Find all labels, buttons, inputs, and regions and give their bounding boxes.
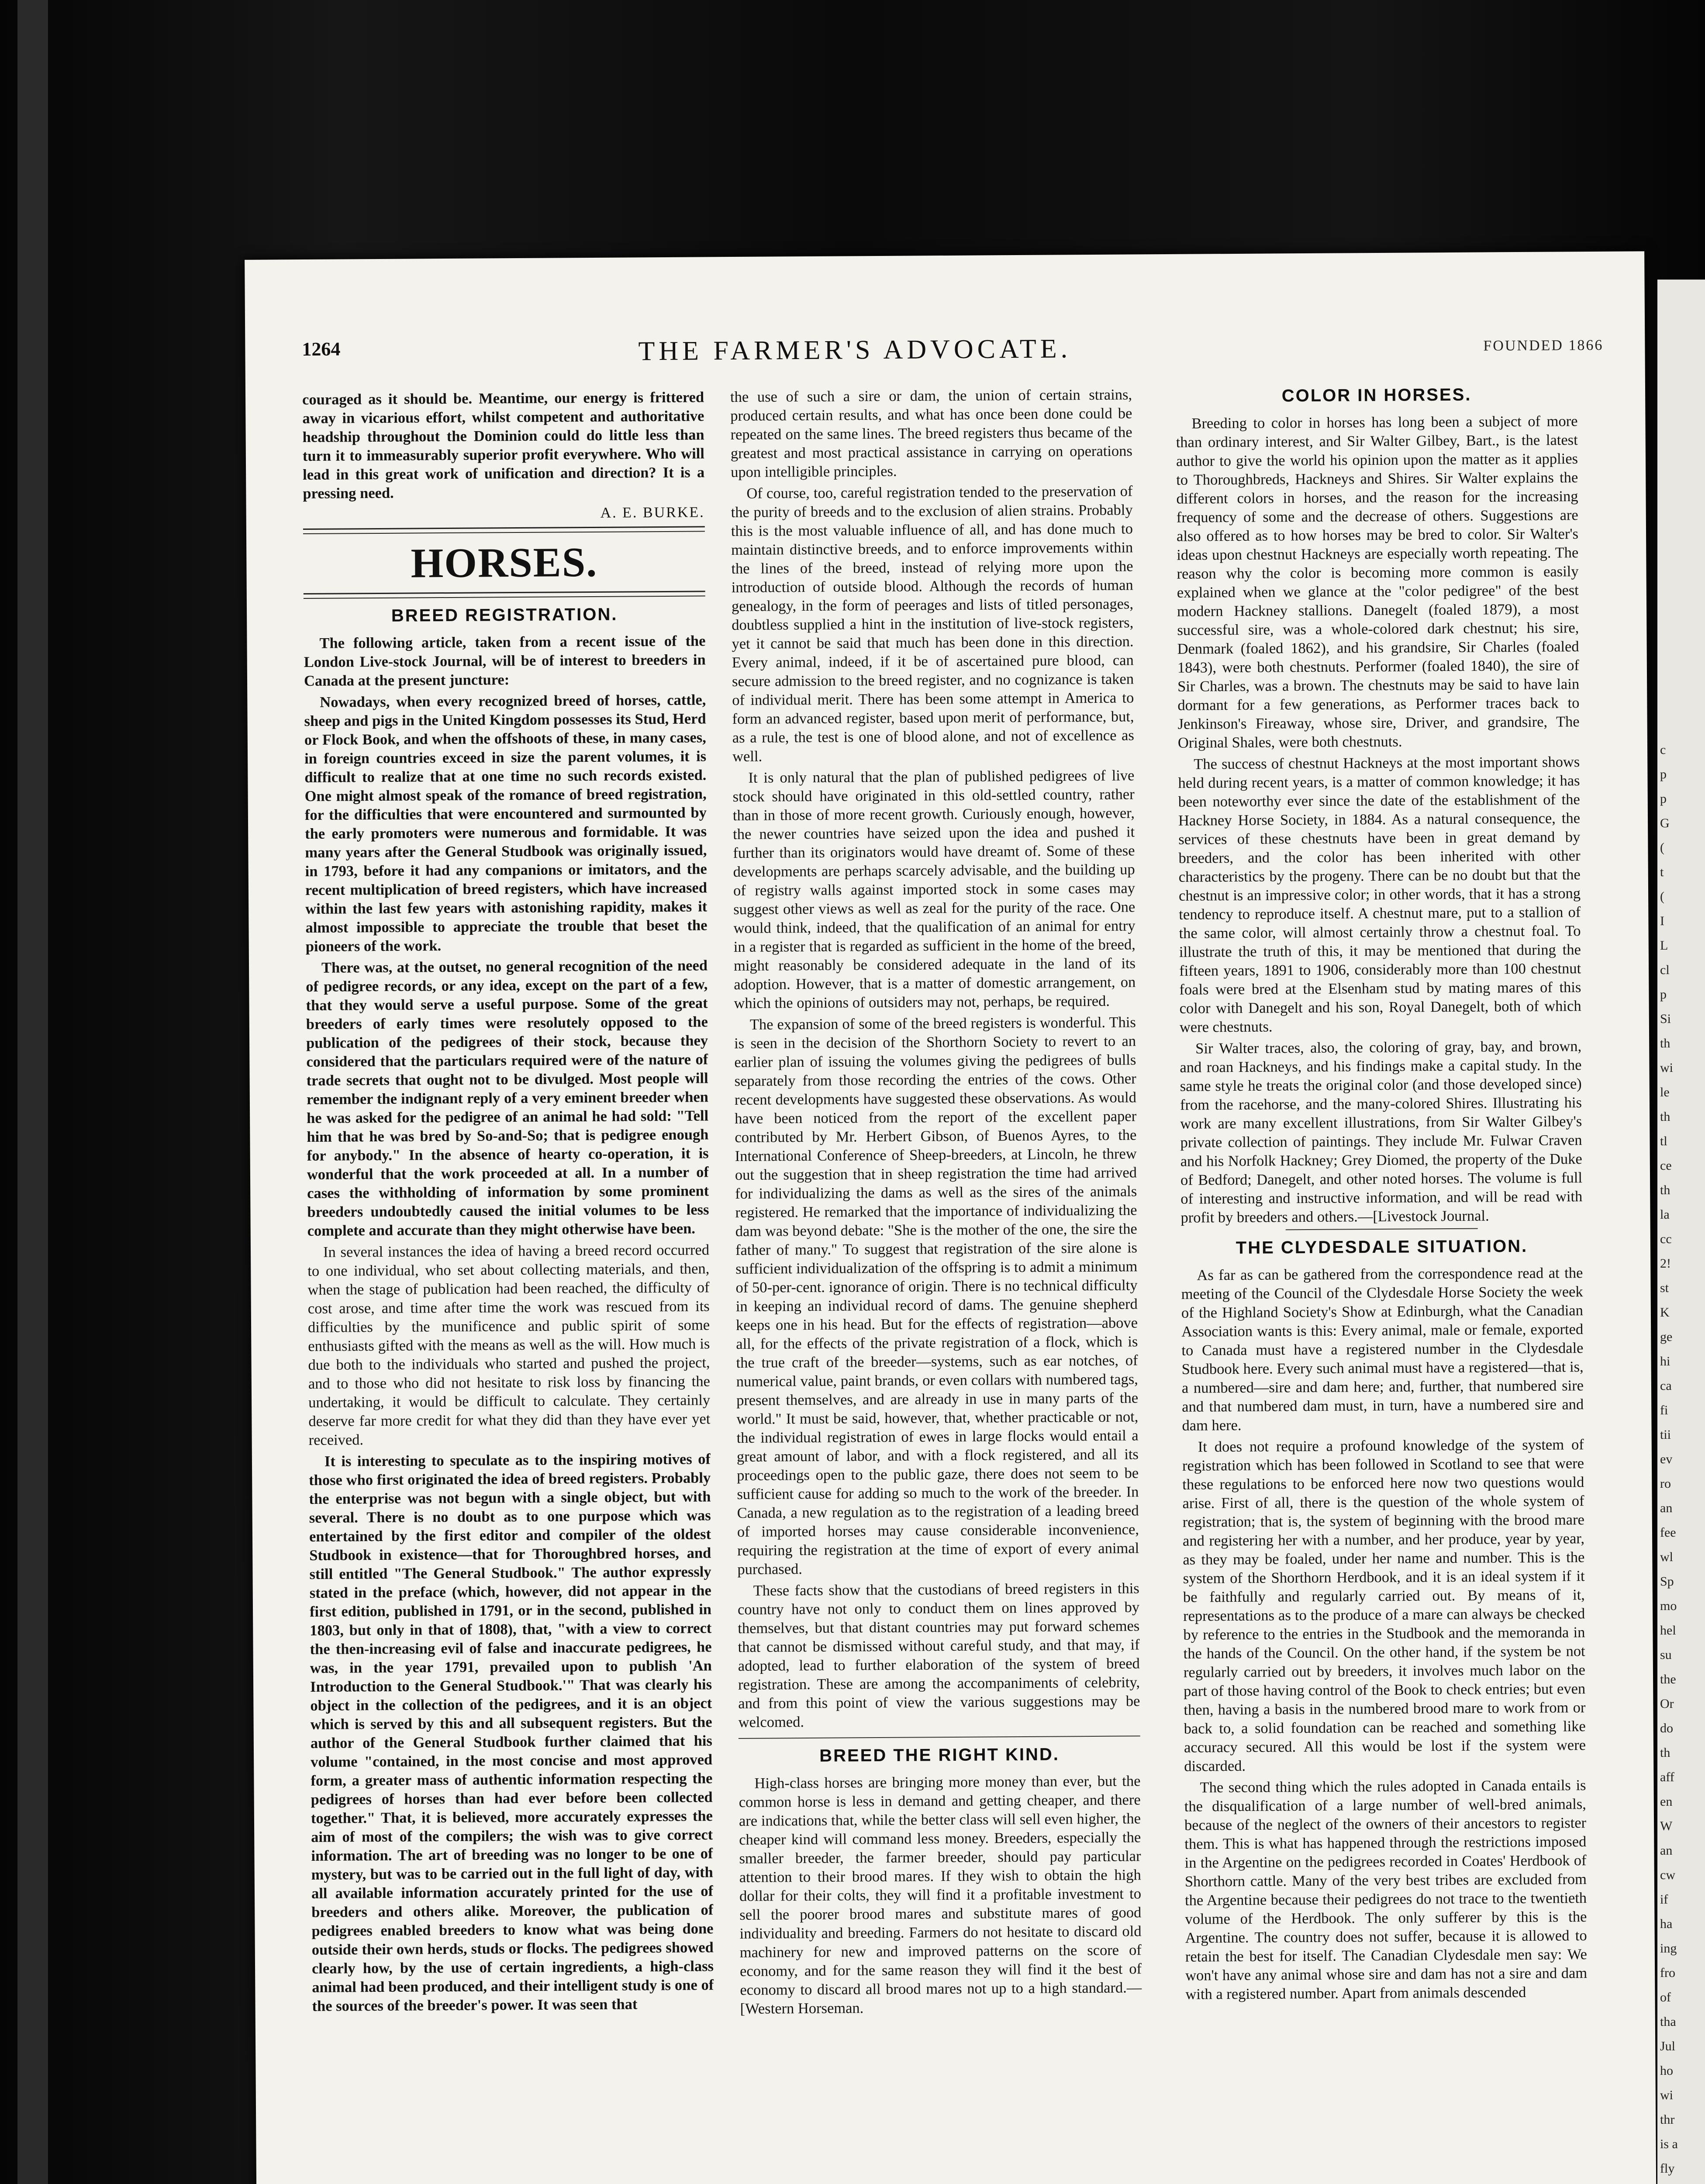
article-paragraph: The success of chestnut Hackneys at the most important shows held during recent years, is a matter of common knowledge; it has been noteworthy ever since the date of the establishment of the Hackney Horse Society, in 1884. As a natural consequence, the services of these chestnuts have been in great demand by breeders, and the color has been inherited with other characteristics by the progeny. There can be no doubt but that the chestnut is an impressive color; in other words, that it has a strong tendency to reproduce itself. A chestnut mare, put to a stallion of the same color, will almost certainly throw a chestnut foal. To illustrate the truth of this, it may be mentioned that during the fifteen years, 1891 to 1906, considerably more than 100 chestnut foals were bred at the Elsenham stud by mating mares of this color with Danegelt and his son, Royal Danegelt, both of which were chestnuts. — [1178, 753, 1581, 1036]
adjacent-page-fragment: ( — [1660, 840, 1664, 855]
article-paragraph: Breeding to color in horses has long been a subject of more than ordinary interest, and Sir Walter Gilbey, Bart., is the latest author to give the world his opinion upon the matter as it applies to Thoroughbreds, Hackneys and Shires. Sir Walter explains the different colors in horses, and the reason for the increasing frequency of some and the decrease of others. Suggestions are also offered as to how horses may be bred to color. Sir Walter's ideas upon chestnut Hackneys are especially worth repeating. The reason why the color is becoming more common is easily explained when we glance at the "color pedigree" of the best modern Hackney stallions. Danegelt (foaled 1879), a most successful sire, was a whole-colored dark chestnut; his sire, Denmark (foaled 1862), and his grandsire, Sir Charles (foaled 1843), were both chestnuts. Performer (foaled 1840), the sire of Sir Charles, was a brown. The chestnuts may be said to have lain dormant for a few generations, as Performer traces back to Jenkinson's Fireaway, whose sire, Driver, and grandsire, The Original Shales, were both chestnuts. — [1176, 413, 1580, 751]
rule-divider — [739, 1735, 1140, 1739]
adjacent-page-fragment: the — [1660, 1672, 1676, 1686]
adjacent-page-fragment: ha — [1660, 1917, 1673, 1931]
adjacent-page-fragment: fi — [1660, 1403, 1668, 1417]
adjacent-page-fragment: aff — [1660, 1770, 1674, 1784]
adjacent-page-fragment: ( — [1660, 889, 1664, 904]
adjacent-page-fragment: p — [1660, 767, 1667, 781]
adjacent-page-fragment: su — [1660, 1648, 1672, 1662]
adjacent-page-fragment: an — [1660, 1501, 1673, 1515]
article-paragraph: There was, at the outset, no general recognition of the need of pedigree records, or any idea, except on the part of a few, that they would serve a useful purpose. Some of the great breeders of early times were resolutely opposed to the publication of the pedigrees of their stock, because they considered that the particulars required were of the nature of trade secrets that ought not to be divulged. Most people will remember the indignant reply of a very eminent breeder when he was asked for the pedigree of an animal he had sold: "Tell him that he was bred by So-and-So; that is pedigree enough for anybody." In the absence of hearty co-operation, it is wonderful that the work proceeded at all. In a number of cases the withholding of information by some prominent breeders undoubtedly caused the initial volumes to be less complete and accurate than they might otherwise have been. — [306, 957, 709, 1239]
article-paragraph: the use of such a sire or dam, the union of certain strains, produced certain results, and what has once been done could be repeated on the same lines. The breed registers thus became of the greatest and most practical assistance in carrying on operations upon intelligible principles. — [730, 386, 1132, 481]
adjacent-page-fragment: Or — [1660, 1697, 1674, 1711]
masthead-title: THE FARMER'S ADVOCATE. — [638, 334, 1072, 366]
film-edge-strip — [17, 0, 48, 2184]
adjacent-page-fragment: Sp — [1660, 1574, 1674, 1589]
adjacent-page-fragment: Jul — [1660, 2039, 1676, 2053]
adjacent-page-fragment: th — [1660, 1036, 1670, 1051]
adjacent-page-fragment: fee — [1660, 1525, 1676, 1540]
adjacent-page-fragment: thr — [1660, 2112, 1675, 2127]
continuation-paragraph: couraged as it should be. Meantime, our energy is frittered away in vicarious effort, whilst competent and authoritative headship throughout the Dominion could do little less than turn it to immeasurably superior profit everywhere. Who will lead in this great work of unification and direction? It is a pressing need. — [302, 389, 705, 502]
adjacent-page-fragment: ev — [1660, 1452, 1673, 1466]
double-rule-divider — [303, 526, 705, 534]
adjacent-page-fragment: en — [1660, 1794, 1673, 1809]
short-rule-divider — [1286, 1228, 1478, 1230]
adjacent-page-fragment: 2! — [1660, 1256, 1671, 1271]
adjacent-page-fragment: cl — [1660, 963, 1670, 977]
adjacent-page-fragment: ca — [1660, 1379, 1672, 1393]
article-paragraph: The expansion of some of the breed registers is wonderful. This is seen in the decision of the Shorthorn Society to revert to an earlier plan of issuing the volumes giving the pedigrees of bulls separately from those recording the entries of the cows. Other recent developments have suggested these observations. As would have been noticed from the report of the excellent paper contributed by Mr. Herbert Gibson, of Buenos Ayres, to the International Conference of Sheep-breeders, at Lincoln, he threw out the suggestion that in sheep registration the time had arrived for individualizing the dams as well as the sires of the animals registered. He remarked that the importance of individualizing the dam was beyond debate: "She is the mother of the one, the sire the father of many." To suggest that registration of the sire alone is sufficient individualization of the offspring is to admit a minimum of 50-per-cent. ignorance of origin. There is no technical difficulty in keeping an individual record of dams. The genuine shepherd keeps one in his head. But for the effects of registration—above all, for the effects of the private registration of a flock, which is the true craft of the breeder—systems, such as ear notches, of numerical value, paint brands, or even collars with numbered tags, present themselves, and are already in use in many parts of the world." It must be said, however, that, whether practicable or not, the individual registration of ewes in large flocks would entail a great amount of labor, and with a flock registered, and all its proceedings open to the public gaze, there does not seem to be sufficient cause for adding so much to the work of the breeder. In Canada, a new regulation as to the registration of a leading breed of imported horses may cause considerable inconvenience, requiring the registration at the time of export of every animal purchased. — [734, 1014, 1139, 1578]
double-rule-divider — [304, 591, 705, 599]
article-intro: The following article, taken from a recent issue of the London Live-stock Journal, will be of interest to breeders in Canada at the present juncture: — [304, 632, 706, 690]
article-paragraph: Sir Walter traces, also, the coloring of gray, bay, and brown, and roan Hackneys, and his findings make a capital study. In the same style he treats the original color (and those developed since) from the racehorse, and the many-colored Shires. Illustrating his work are many excellent illustrations, from Sir Walter Gilbey's private collection of paintings. They include Mr. Fulwar Craven and his Norfolk Hackney; Grey Diomed, the property of the Duke of Bedford; Danegelt, and other noted horses. The volume is full of interesting and instructive information, and will be read with profit by breeders and others.—[Livestock Journal. — [1180, 1038, 1583, 1226]
adjacent-page-fragment: L — [1660, 938, 1668, 953]
author-signature: A. E. BURKE. — [600, 504, 705, 521]
adjacent-page-fragment: hel — [1660, 1623, 1676, 1638]
adjacent-page-fragment: G — [1660, 816, 1670, 830]
article-paragraph: Of course, too, careful registration tended to the preservation of the purity of breeds and to the exclusion of alien strains. Probably this is the most valuable influence of all, and has done much to maintain distinctive breeds, and to enforce improvements within the lines of the breed, instead of relying more upon the introduction of outside blood. Although the records of human genealogy, in the form of peerages and lists of titled personages, doubtless supplied a hint in the institution of live-stock registers, yet it cannot be said that much has been done in this direction. Every animal, indeed, if it be of ascertained pure blood, can secure admission to the breed register, and no cognizance is taken of individual merit. There has been some attempt in America to form an advanced register, based upon merit of performance, but, as a rule, the test is one of blood alone, and not of excellence as well. — [731, 483, 1134, 765]
adjacent-page-fragment: tl — [1660, 1134, 1667, 1148]
adjacent-page-fragment: st — [1660, 1281, 1669, 1295]
adjacent-page-fragment: p — [1660, 791, 1667, 806]
adjacent-page-fragment: wi — [1660, 2088, 1673, 2102]
founded-line: FOUNDED 1866 — [1483, 337, 1604, 354]
article-heading-breed-the-right-kind: BREED THE RIGHT KIND. — [819, 1745, 1060, 1766]
adjacent-page-edge — [1657, 280, 1705, 2184]
adjacent-page-fragment: ho — [1660, 2063, 1673, 2078]
adjacent-page-fragment: is a — [1660, 2137, 1678, 2151]
adjacent-page-fragment: W — [1660, 1819, 1673, 1833]
article-paragraph: These facts show that the custodians of breed registers in this country have not only to conduct them on lines approved by themselves, but that distant countries may put forward schemes that cannot be dismissed without careful study, and that may, if adopted, lead to further elaboration of the system of breed registration. These are among the accompaniments of celebrity, and from this point of view the various suggestions may be welcomed. — [737, 1580, 1140, 1731]
column-2 — [730, 385, 1143, 2170]
adjacent-page-fragment: I — [1660, 914, 1664, 928]
adjacent-page-fragment: of — [1660, 1990, 1671, 2004]
column-3 — [1176, 383, 1588, 2167]
adjacent-page-fragment: p — [1660, 987, 1667, 1002]
adjacent-page-fragment: tha — [1660, 2015, 1676, 2029]
adjacent-page-fragment: an — [1660, 1843, 1673, 1858]
article-paragraph: In several instances the idea of having a breed record occurred to one individual, who set about collecting materials, and then, when the stage of publication had been reached, the difficulty of cost arose, and time after time the work was rescued from its difficulties by the munificence and public spirit of some enthusiasts gifted with the means as well as the will. How much is due both to the individuals who started and pushed the project, and to those who did not hesitate to risk loss by financing the undertaking, it would be difficult to calculate. They certainly deserve far more credit for what they did than they have ever yet received. — [307, 1241, 711, 1448]
page-number: 1264 — [302, 338, 341, 360]
adjacent-page-fragment: fly — [1660, 2161, 1675, 2176]
adjacent-page-fragment: cc — [1660, 1232, 1672, 1246]
article-paragraph: It is only natural that the plan of published pedigrees of live stock should have originated in this old-settled country, rather than in those of more recent growth. Curiously enough, however, the newer countries have seized upon the idea and pushed it further than its originators would have dreamt of. Some of these developments are perhaps scarcely advisable, and the building up of registry walls against imported stock in some cases may suggest other views as well as zeal for the purity of the race. One would think, indeed, that the qualification of an animal for entry in a register that is regarded as sufficient in the home of the breed, might reasonably be considered adequate in the land of its adoption. However, that is a matter of domestic arrangement, on which the opinions of outsiders may not, perhaps, be required. — [732, 767, 1136, 1012]
article-paragraph: High-class horses are bringing more money than ever, but the common horse is less in demand and getting cheaper, and there are indications that, while the better class will sell even higher, the cheaper kind will command less money. Breeders, especially the smaller breeder, the farmer breeder, should pay particular attention to their brood mares. If they wish to obtain the high dollar for their colts, they will find it a profitable investment to sell the poorer brood mares and substitute mares of good individuality and breeding. Farmers do not hesitate to discard old machinery for new and improved patterns on the score of economy, and for the same reason they will find it the best of economy to discard all brood mares not up to a high standard.—[Western Horseman. — [739, 1773, 1142, 2017]
article-paragraph: Nowadays, when every recognized breed of horses, cattle, sheep and pigs in the United Kingdom possesses its Stud, Herd or Flock Book, and when the offshoots of these, in many cases, in foreign countries exceed in size the parent volumes, it is difficult to realize that at one time no such records existed. One might almost speak of the romance of breed registration, for the difficulties that were encountered and surmounted by the early promoters were numerous and formidable. It was many years after the General Studbook was originally issued, in 1793, before it had any companions or imitators, and the recent multiplication of breed registers, which have increased within the last few years with astonishing rapidity, makes it almost impossible to appreciate the trouble that beset the pioneers of the work. — [304, 691, 708, 955]
article-heading-breed-registration: BREED REGISTRATION. — [391, 605, 618, 625]
article-paragraph: The second thing which the rules adopted in Canada entails is the disqualification of a large number of well-bred animals, because of the neglect of the owners of their ancestors to register them. This is what has happened through the restrictions imposed in the Argentine on the pedigrees recorded in Coates' Herdbook of Shorthorn cattle. Many of the very best tribes are excluded from the Argentine because their pedigrees do not trace to the twentieth volume of the Herdbook. The only sufferer by this is the Argentine. The country does not suffer, because it is allowed to retain the best for itself. The Canadian Clydesdale men say: We won't have any animal whose sire and dam has not a sire and dam with a registered number. Apart from animals descended — [1184, 1777, 1588, 2003]
adjacent-page-fragment: hi — [1660, 1354, 1670, 1368]
adjacent-page-fragment: cw — [1660, 1868, 1675, 1882]
article-heading-color-in-horses: COLOR IN HORSES. — [1281, 385, 1472, 406]
adjacent-page-fragment: tii — [1660, 1427, 1671, 1442]
adjacent-page-fragment: ge — [1660, 1330, 1673, 1344]
adjacent-page-fragment: wl — [1660, 1550, 1673, 1564]
adjacent-page-fragment: mo — [1660, 1599, 1677, 1613]
adjacent-page-fragment: do — [1660, 1721, 1673, 1735]
column-1 — [302, 388, 715, 2173]
adjacent-page-fragment: le — [1660, 1085, 1670, 1099]
adjacent-page-fragment: if — [1660, 1892, 1668, 1907]
adjacent-page-fragment: th — [1660, 1745, 1670, 1760]
adjacent-page-fragment: th — [1660, 1183, 1670, 1197]
article-paragraph: It is interesting to speculate as to the inspiring motives of those who first originated the idea of breed registers. Probably the enterprise was not begun with a single object, but with several. There is no doubt as to one purpose which was entertained by the first editor and compiler of the oldest Studbook in existence—that for Thoroughbred horses, and still entitled "The General Studbook." The author expressly stated in the preface (which, however, did not appear in the first edition, published in 1791, or in the second, published in 1803, but only in that of 1808), that, "with a view to correct the then-increasing evil of false and inaccurate pedigrees, he was, in the year 1791, prevailed upon to publish 'An Introduction to the General Studbook.'" That was clearly his object in the collection of the pedigrees, and it is an object which is served by this and all subsequent registers. But the author of the General Studbook further claimed that his volume "contained, in the most concise and most approved form, a greater mass of authentic information respecting the pedigrees of horses than had ever before been collected together." That, it is believed, more accurately expresses the aim of most of the compilers; the wish was to give correct information. The art of breeding was no longer to be one of mystery, but was to be carried out in the full light of day, with all available information accurately printed for the use of breeders and others alike. Moreover, the publication of pedigrees enabled breeders to know what was being done outside their own herds, studs or flocks. The pedigrees showed clearly how, by the use of certain ingredients, a high-class animal had been produced, and their intelligent study is one of the sources of the breeder's power. It was seen that — [309, 1451, 714, 2015]
adjacent-page-fragment: ce — [1660, 1158, 1672, 1173]
adjacent-page-fragment: ro — [1660, 1476, 1671, 1491]
adjacent-page-fragment: th — [1660, 1109, 1670, 1124]
adjacent-page-fragment: t — [1660, 865, 1664, 879]
adjacent-page-fragment: c — [1660, 743, 1666, 757]
adjacent-page-fragment: Si — [1660, 1012, 1671, 1026]
adjacent-page-fragment: K — [1660, 1305, 1670, 1320]
article-paragraph: As far as can be gathered from the correspondence read at the meeting of the Council of the Clydesdale Horse Society the week of the Highland Society's Show at Edinburgh, what the Canadian Association wants is this: Every animal, male or female, exported to Canada must have a registered number in the Clydesdale Studbook here. Every such animal must have a registered—that is, a numbered—sire and dam here; and, further, that numbered sire and that numbered dam must, in turn, have a numbered sire and dam here. — [1181, 1265, 1584, 1434]
article-paragraph: It does not require a profound knowledge of the system of registration which has been followed in Scotland to see that were these regulations to be enforced here now two questions would arise. First of all, there is the question of the whole system of registration; that is, the system of beginning with the brood mare and registering her with a number, and her produce, year by year, as they may be foaled, under her name and number. This is the system of the Shorthorn Herdbook, and it is an ideal system if it be faithfully and regularly carried out. By means of it, representations as to the produce of a mare can always be checked by reference to the entries in the Studbook and the memoranda in the hands of the Council. On the other hand, if the system be not regularly carried out by breeders, it involves much labor on the part of those having control of the Book to check entries; but even then, having a basis in the numbered brood mare to work from or back to, a solid foundation can be reached and something like accuracy secured. All this would be lost if the system were discarded. — [1182, 1436, 1586, 1775]
adjacent-page-fragment: la — [1660, 1207, 1670, 1222]
article-heading-clydesdale-situation: THE CLYDESDALE SITUATION. — [1236, 1236, 1528, 1258]
section-title-horses: HORSES. — [411, 538, 598, 587]
adjacent-page-fragment: ing — [1660, 1941, 1677, 1956]
newspaper-page — [245, 251, 1657, 2184]
page-header — [302, 330, 1603, 377]
adjacent-page-fragment: wi — [1660, 1061, 1673, 1075]
adjacent-page-fragment: fro — [1660, 1966, 1675, 1980]
